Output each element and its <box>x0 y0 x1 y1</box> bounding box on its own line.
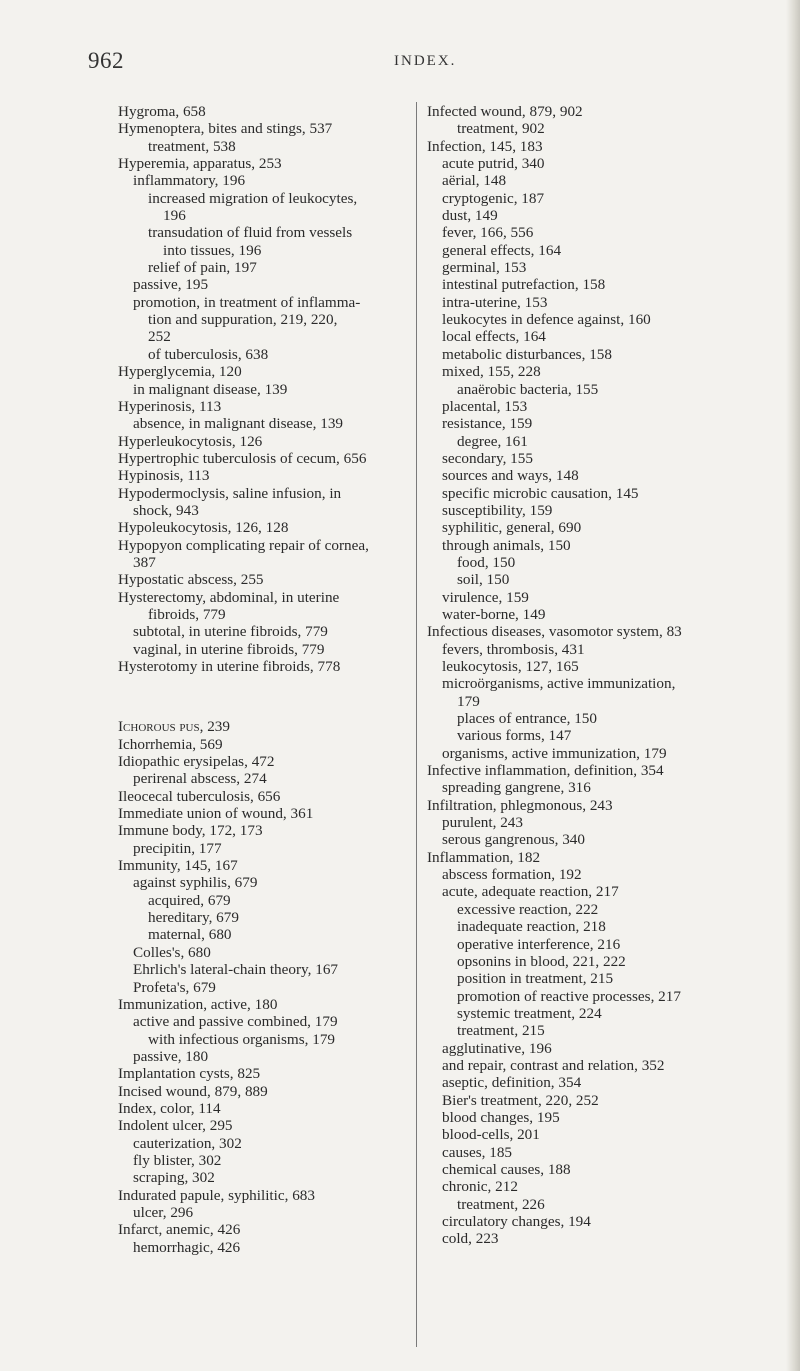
index-subentry: fever, 166, 556 <box>442 224 534 242</box>
index-subentry: perirenal abscess, 274 <box>133 770 267 788</box>
index-subentry: various forms, 147 <box>457 727 572 745</box>
index-subentry: increased migration of leukocytes, <box>148 189 358 207</box>
index-subentry: promotion of reactive processes, 217 <box>457 987 681 1005</box>
index-entry: Infarct, anemic, 426 <box>118 1221 241 1239</box>
index-entry: Implantation cysts, 825 <box>118 1065 261 1083</box>
index-subentry: ulcer, 296 <box>133 1203 194 1221</box>
index-subentry: absence, in malignant disease, 139 <box>133 415 344 433</box>
index-subentry: treatment, 902 <box>457 120 545 138</box>
index-entry: Hyperglycemia, 120 <box>118 363 242 381</box>
index-entry: Infectious diseases, vasomotor system, 83 <box>427 623 682 641</box>
index-entry: Infected wound, 879, 902 <box>427 103 583 120</box>
index-subentry: cryptogenic, 187 <box>442 189 545 207</box>
index-subentry: subtotal, in uterine fibroids, 779 <box>133 623 328 641</box>
index-subentry: fibroids, 779 <box>148 605 226 623</box>
index-subentry: abscess formation, 192 <box>442 866 582 884</box>
index-entry: Hypopyon complicating repair of cornea, <box>118 536 369 554</box>
index-subentry: resistance, 159 <box>442 415 533 433</box>
index-subentry: anaërobic bacteria, 155 <box>457 380 599 398</box>
index-entry: Indolent ulcer, 295 <box>118 1117 233 1135</box>
index-subentry: and repair, contrast and relation, 352 <box>442 1056 665 1074</box>
page-header <box>88 48 748 78</box>
index-entry: Infective inflammation, definition, 354 <box>427 762 664 780</box>
index-subentry: secondary, 155 <box>442 449 533 467</box>
index-subentry: promotion, in treatment of inflamma- <box>133 293 361 311</box>
index-subentry: aërial, 148 <box>442 172 507 190</box>
index-subentry: leukocytosis, 127, 165 <box>442 658 579 675</box>
index-entry: Ileocecal tuberculosis, 656 <box>118 787 281 805</box>
index-subentry: scraping, 302 <box>133 1169 215 1187</box>
index-subentry: through animals, 150 <box>442 536 571 554</box>
index-subentry: Profeta's, 679 <box>133 978 216 996</box>
index-subentry: precipitin, 177 <box>133 839 222 857</box>
index-subentry: 196 <box>163 207 186 225</box>
index-subentry: soil, 150 <box>457 571 510 589</box>
index-subentry: inadequate reaction, 218 <box>457 918 606 936</box>
index-subentry: placental, 153 <box>442 397 528 415</box>
index-entry: Hypodermoclysis, saline infusion, in <box>118 484 342 502</box>
index-subentry: purulent, 243 <box>442 814 523 832</box>
index-entry: Index, color, 114 <box>118 1099 221 1117</box>
index-column-left <box>118 103 418 1256</box>
index-subentry: tion and suppuration, 219, 220, <box>148 311 338 329</box>
index-subentry: cold, 223 <box>442 1230 499 1248</box>
index-subentry: specific microbic causation, 145 <box>442 484 639 502</box>
index-entry: Hypinosis, 113 <box>118 467 210 485</box>
index-subentry: general effects, 164 <box>442 241 562 259</box>
index-subentry: fevers, thrombosis, 431 <box>442 640 585 658</box>
index-subentry: of tuberculosis, 638 <box>148 345 269 363</box>
index-entry: Hysterotomy in uterine fibroids, 778 <box>118 658 341 675</box>
index-entry: Incised wound, 879, 889 <box>118 1082 268 1100</box>
index-subentry: passive, 195 <box>133 276 209 294</box>
index-entry: Hyperemia, apparatus, 253 <box>118 155 282 173</box>
index-subentry: intestinal putrefaction, 158 <box>442 276 606 294</box>
index-subentry: water-borne, 149 <box>442 605 546 623</box>
index-subentry: into tissues, 196 <box>163 241 262 259</box>
index-subentry: passive, 180 <box>133 1047 209 1065</box>
index-subentry: organisms, active immunization, 179 <box>442 744 667 762</box>
section-gap <box>118 675 418 718</box>
index-subentry: chemical causes, 188 <box>442 1160 571 1178</box>
index-entry: Hyperleukocytosis, 126 <box>118 432 263 450</box>
index-entry: Hygroma, 658 <box>118 103 206 120</box>
index-subentry: active and passive combined, 179 <box>133 1013 338 1031</box>
index-subentry: systemic treatment, 224 <box>457 1004 602 1022</box>
index-column-right <box>427 103 777 1248</box>
index-subentry: degree, 161 <box>457 432 528 450</box>
index-subentry: treatment, 538 <box>148 137 236 155</box>
index-subentry: leukocytes in defence against, 160 <box>442 311 651 329</box>
index-subentry: position in treatment, 215 <box>457 970 614 988</box>
index-subentry: 252 <box>148 328 171 346</box>
index-subentry: maternal, 680 <box>148 926 232 944</box>
index-subentry: virulence, 159 <box>442 588 529 606</box>
index-subentry: susceptibility, 159 <box>442 501 553 519</box>
index-subentry: acquired, 679 <box>148 891 231 909</box>
index-subentry: mixed, 155, 228 <box>442 363 541 381</box>
index-entry: Immunity, 145, 167 <box>118 857 238 875</box>
index-subentry: dust, 149 <box>442 207 498 225</box>
index-subentry: chronic, 212 <box>442 1178 518 1196</box>
index-subentry: Colles's, 680 <box>133 943 211 961</box>
index-entry: Ichorrhemia, 569 <box>118 735 223 753</box>
index-subentry: fly blister, 302 <box>133 1151 222 1169</box>
index-subentry: in malignant disease, 139 <box>133 380 288 398</box>
index-subentry: acute putrid, 340 <box>442 155 545 173</box>
index-subentry: agglutinative, 196 <box>442 1039 552 1057</box>
index-entry: Hymenoptera, bites and stings, 537 <box>118 120 333 138</box>
index-subentry: spreading gangrene, 316 <box>442 779 591 797</box>
index-subentry: food, 150 <box>457 553 516 571</box>
index-entry: Infiltration, phlegmonous, 243 <box>427 796 613 814</box>
index-subentry: operative interference, 216 <box>457 935 621 953</box>
index-subentry: transudation of fluid from vessels <box>148 224 353 242</box>
index-entry: Inflammation, 182 <box>427 848 541 866</box>
index-subentry: treatment, 226 <box>457 1195 545 1213</box>
index-entry: Idiopathic erysipelas, 472 <box>118 753 275 771</box>
index-subentry: vaginal, in uterine fibroids, 779 <box>133 640 325 658</box>
index-subentry: hereditary, 679 <box>148 909 239 927</box>
index-subentry: causes, 185 <box>442 1143 513 1161</box>
column-divider <box>416 102 417 1347</box>
index-subentry: syphilitic, general, 690 <box>442 519 582 537</box>
index-subentry: intra-uterine, 153 <box>442 293 548 311</box>
index-subentry: blood changes, 195 <box>442 1108 560 1126</box>
page-number: 962 <box>88 48 124 73</box>
index-subentry: relief of pain, 197 <box>148 259 257 277</box>
index-entry: Indurated papule, syphilitic, 683 <box>118 1186 315 1204</box>
index-subentry: inflammatory, 196 <box>133 172 246 190</box>
index-subentry: cauterization, 302 <box>133 1134 242 1152</box>
index-entry: Immunization, active, 180 <box>118 995 278 1013</box>
index-entry: Immediate union of wound, 361 <box>118 805 314 823</box>
index-subentry: hemorrhagic, 426 <box>133 1238 241 1256</box>
index-subentry: against syphilis, 679 <box>133 874 258 892</box>
index-subentry: opsonins in blood, 221, 222 <box>457 952 626 970</box>
index-entry: Ichorous pus, 239 <box>118 718 230 736</box>
index-subentry: aseptic, definition, 354 <box>442 1074 582 1092</box>
index-subentry: Ehrlich's lateral-chain theory, 167 <box>133 961 339 979</box>
index-subentry: metabolic disturbances, 158 <box>442 345 612 363</box>
index-entry: Hypostatic abscess, 255 <box>118 571 264 589</box>
index-subentry: 179 <box>457 692 480 710</box>
index-entry: Hysterectomy, abdominal, in uterine <box>118 588 340 606</box>
index-entry: Hypertrophic tuberculosis of cecum, 656 <box>118 449 367 467</box>
index-entry: Hypoleukocytosis, 126, 128 <box>118 519 289 537</box>
index-subentry: Bier's treatment, 220, 252 <box>442 1091 599 1109</box>
index-subentry: germinal, 153 <box>442 259 527 277</box>
index-subentry: local effects, 164 <box>442 328 546 346</box>
index-entry: Hyperinosis, 113 <box>118 397 222 415</box>
index-subentry: serous gangrenous, 340 <box>442 831 585 849</box>
index-subentry: microörganisms, active immunization, <box>442 675 676 693</box>
index-subentry: acute, adequate reaction, 217 <box>442 883 619 901</box>
index-subentry: places of entrance, 150 <box>457 710 597 728</box>
index-subentry: shock, 943 <box>133 501 199 519</box>
index-subentry: with infectious organisms, 179 <box>148 1030 336 1048</box>
page-edge-shadow <box>786 0 800 1371</box>
index-subentry: excessive reaction, 222 <box>457 900 599 918</box>
index-entry: Immune body, 172, 173 <box>118 822 263 840</box>
index-subentry: sources and ways, 148 <box>442 467 579 485</box>
index-subentry: circulatory changes, 194 <box>442 1213 591 1230</box>
index-subentry: blood-cells, 201 <box>442 1126 540 1144</box>
index-subentry: treatment, 215 <box>457 1022 545 1040</box>
index-subentry: 387 <box>133 553 156 571</box>
index-entry: Infection, 145, 183 <box>427 137 543 155</box>
running-head: INDEX. <box>394 53 457 69</box>
